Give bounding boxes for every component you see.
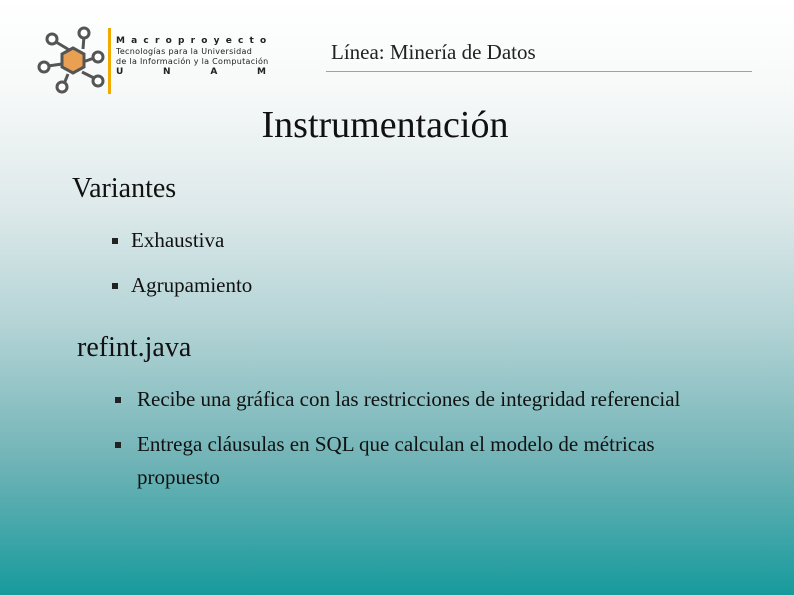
slide-title-text: Instrumentación [261, 104, 509, 146]
logo-divider [108, 28, 111, 94]
square-bullet-icon [115, 442, 121, 448]
logo-line-4 [116, 67, 266, 78]
list-item [131, 269, 731, 302]
network-hexagon-icon [36, 26, 110, 96]
bullet-list [137, 383, 737, 494]
list-item [137, 383, 737, 416]
logo-text [116, 36, 272, 78]
square-bullet-icon [112, 238, 118, 244]
section-heading: Variantes [72, 173, 177, 204]
bullet-text: Agrupamiento [131, 273, 253, 297]
logo-letter: U [116, 67, 124, 77]
header-title: Línea: Minería de Datos [331, 40, 536, 64]
logo-line-3: de la Información y la Computación [116, 57, 269, 66]
logo-line-1: Macroproyecto [116, 36, 273, 46]
bullet-text: Recibe una gráfica con las restricciones de integridad referencial [137, 387, 681, 411]
bullet-list [131, 224, 731, 302]
bullet-text: Entrega cláusulas en SQL que calculan el modelo de métricas propuesto [137, 432, 655, 489]
square-bullet-icon [115, 397, 121, 403]
section-heading: refint.java [77, 332, 192, 363]
logo-letter: N [163, 67, 171, 77]
square-bullet-icon [112, 283, 118, 289]
macroproyecto-logo [36, 26, 276, 98]
header-rule [326, 71, 752, 72]
list-item [131, 224, 731, 257]
logo-letter: M [257, 67, 266, 77]
list-item [137, 428, 737, 494]
slide-title [0, 103, 770, 147]
logo-line-2: Tecnologías para la Universidad [116, 47, 253, 56]
logo-letter: A [210, 67, 218, 77]
bullet-text: Exhaustiva [131, 228, 225, 252]
